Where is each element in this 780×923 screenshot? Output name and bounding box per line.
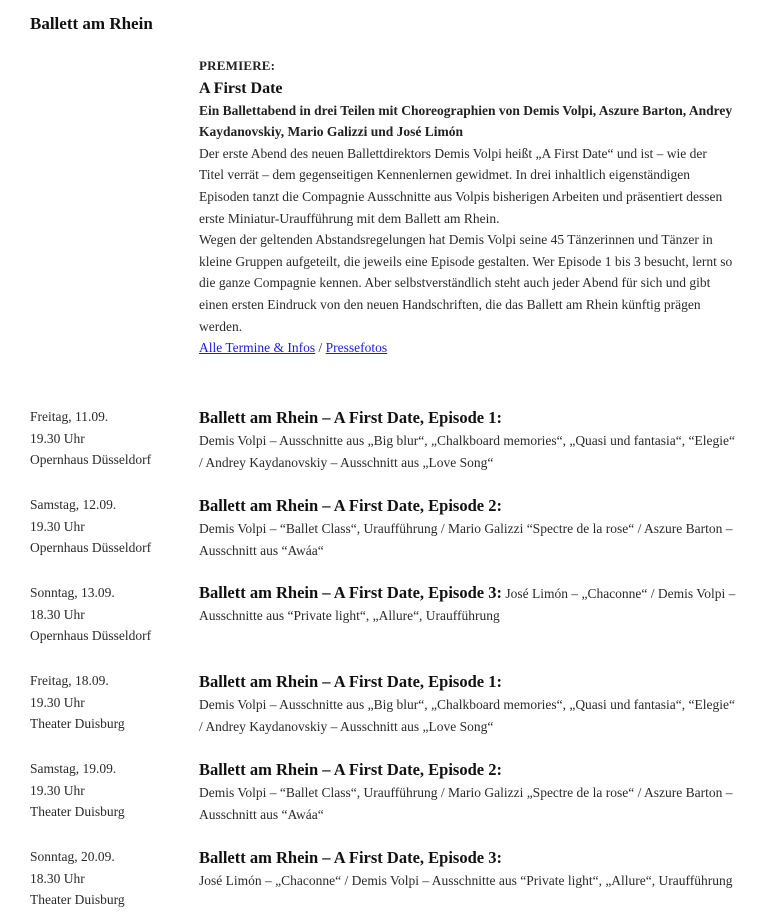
event-description [199, 846, 739, 892]
event-venue: Opernhaus Düsseldorf [30, 540, 152, 555]
event-date: Samstag, 19.09. [30, 761, 117, 776]
premiere-intro [199, 55, 734, 359]
intro-paragraph-2: Wegen der geltenden Abstandsregelungen hat Demis Volpi seine 45 Tänzerinnen und Tänzer in kleine Gruppen aufgeteilt, die jeweils eine Episode gestalten. Wer Episode 1 bis 3 besucht, lernt so die ganze Compagnie kennen. Aber selbstverständlich steht auch jeder Abend für sich und gibt einen ersten Eindruck von den neuen Handschriften, die das Ballett am Rhein künftig prägen werden. [199, 232, 733, 334]
intro-links [199, 337, 734, 359]
intro-paragraph-1: Der erste Abend des neuen Ballettdirektors Demis Volpi heißt „A First Date“ und ist – wie der Titel verrät – dem gegenseitigen Kennenlernen gewidmet. In drei inhaltlich eigenständigen Episoden tanzt die Compagnie Ausschnitte aus Volpis bisherigen Arbeiten und präsentiert dessen erste Miniatur-Uraufführung mit dem Ballett am Rhein. [199, 145, 723, 226]
event-venue: Theater Duisburg [30, 716, 125, 731]
event-when [30, 670, 190, 735]
event-when [30, 846, 190, 911]
event-date: Sonntag, 20.09. [30, 849, 115, 864]
event-time: 19.30 Uhr [30, 782, 85, 798]
event-time: 19.30 Uhr [30, 518, 85, 534]
event-when [30, 758, 190, 823]
event-description [199, 758, 739, 825]
event-description [199, 494, 739, 561]
event-time: 19.30 Uhr [30, 430, 85, 446]
event-venue: Theater Duisburg [30, 892, 125, 907]
event-date: Freitag, 11.09. [30, 409, 109, 424]
event-date: Samstag, 12.09. [30, 497, 117, 512]
event-title: Ballett am Rhein – A First Date, Episode 3: [199, 583, 502, 602]
link-separator: / [315, 340, 326, 356]
press-photos-link[interactable]: Pressefotos [325, 340, 388, 356]
premiere-label: PREMIERE: [199, 58, 276, 73]
event-title: Ballett am Rhein – A First Date, Episode 3: [199, 848, 502, 867]
event-details: José Limón – „Chaconne“ / Demis Volpi – Ausschnitte aus “Private light“, „Allure“, Uraufführung [199, 586, 736, 623]
event-title: Ballett am Rhein – A First Date, Episode 2: [199, 760, 502, 779]
event-details: Demis Volpi – Ausschnitte aus „Big blur“, „Chalkboard memories“, „Quasi und fantasia“, “Elegie“ / Andrey Kaydanovskiy – Ausschnitt aus „Love Song“ [199, 433, 735, 470]
event-time: 19.30 Uhr [30, 694, 85, 710]
event-date: Sonntag, 13.09. [30, 585, 115, 600]
event-details: Demis Volpi – “Ballet Class“, Uraufführung / Mario Galizzi “Spectre de la rose“ / Aszure Barton – Ausschnitt aus “Awáa“ [199, 521, 733, 558]
event-time: 18.30 Uhr [30, 870, 85, 886]
event-venue: Opernhaus Düsseldorf [30, 628, 152, 643]
event-description [199, 582, 739, 626]
all-dates-link[interactable]: Alle Termine & Infos [199, 340, 316, 356]
event-title: Ballett am Rhein – A First Date, Episode 1: [199, 672, 502, 691]
production-title: A First Date [199, 79, 283, 97]
production-subtitle: Ein Ballettabend in drei Teilen mit Choreographien von Demis Volpi, Aszure Barton, Andrey Kaydanovskiy, Mario Galizzi und José Limón [199, 102, 733, 140]
event-details: Demis Volpi – Ausschnitte aus „Big blur“, „Chalkboard memories“, „Quasi und fantasia“, “Elegie“ / Andrey Kaydanovskiy – Ausschnitt aus „Love Song“ [199, 697, 735, 734]
event-title: Ballett am Rhein – A First Date, Episode 2: [199, 496, 502, 515]
event-time: 18.30 Uhr [30, 606, 85, 622]
event-description [199, 406, 739, 473]
page-title: Ballett am Rhein [30, 14, 153, 33]
event-when [30, 582, 190, 647]
event-when [30, 494, 190, 559]
event-title: Ballett am Rhein – A First Date, Episode 1: [199, 408, 502, 427]
event-when [30, 406, 190, 471]
event-details: Demis Volpi – “Ballet Class“, Uraufführung / Mario Galizzi „Spectre de la rose“ / Aszure Barton – Ausschnitt aus “Awáa“ [199, 785, 733, 822]
event-venue: Theater Duisburg [30, 804, 125, 819]
event-venue: Opernhaus Düsseldorf [30, 452, 152, 467]
event-description [199, 670, 739, 737]
event-date: Freitag, 18.09. [30, 673, 109, 688]
event-details: José Limón – „Chaconne“ / Demis Volpi – Ausschnitte aus “Private light“, „Allure“, Uraufführung [199, 873, 733, 888]
